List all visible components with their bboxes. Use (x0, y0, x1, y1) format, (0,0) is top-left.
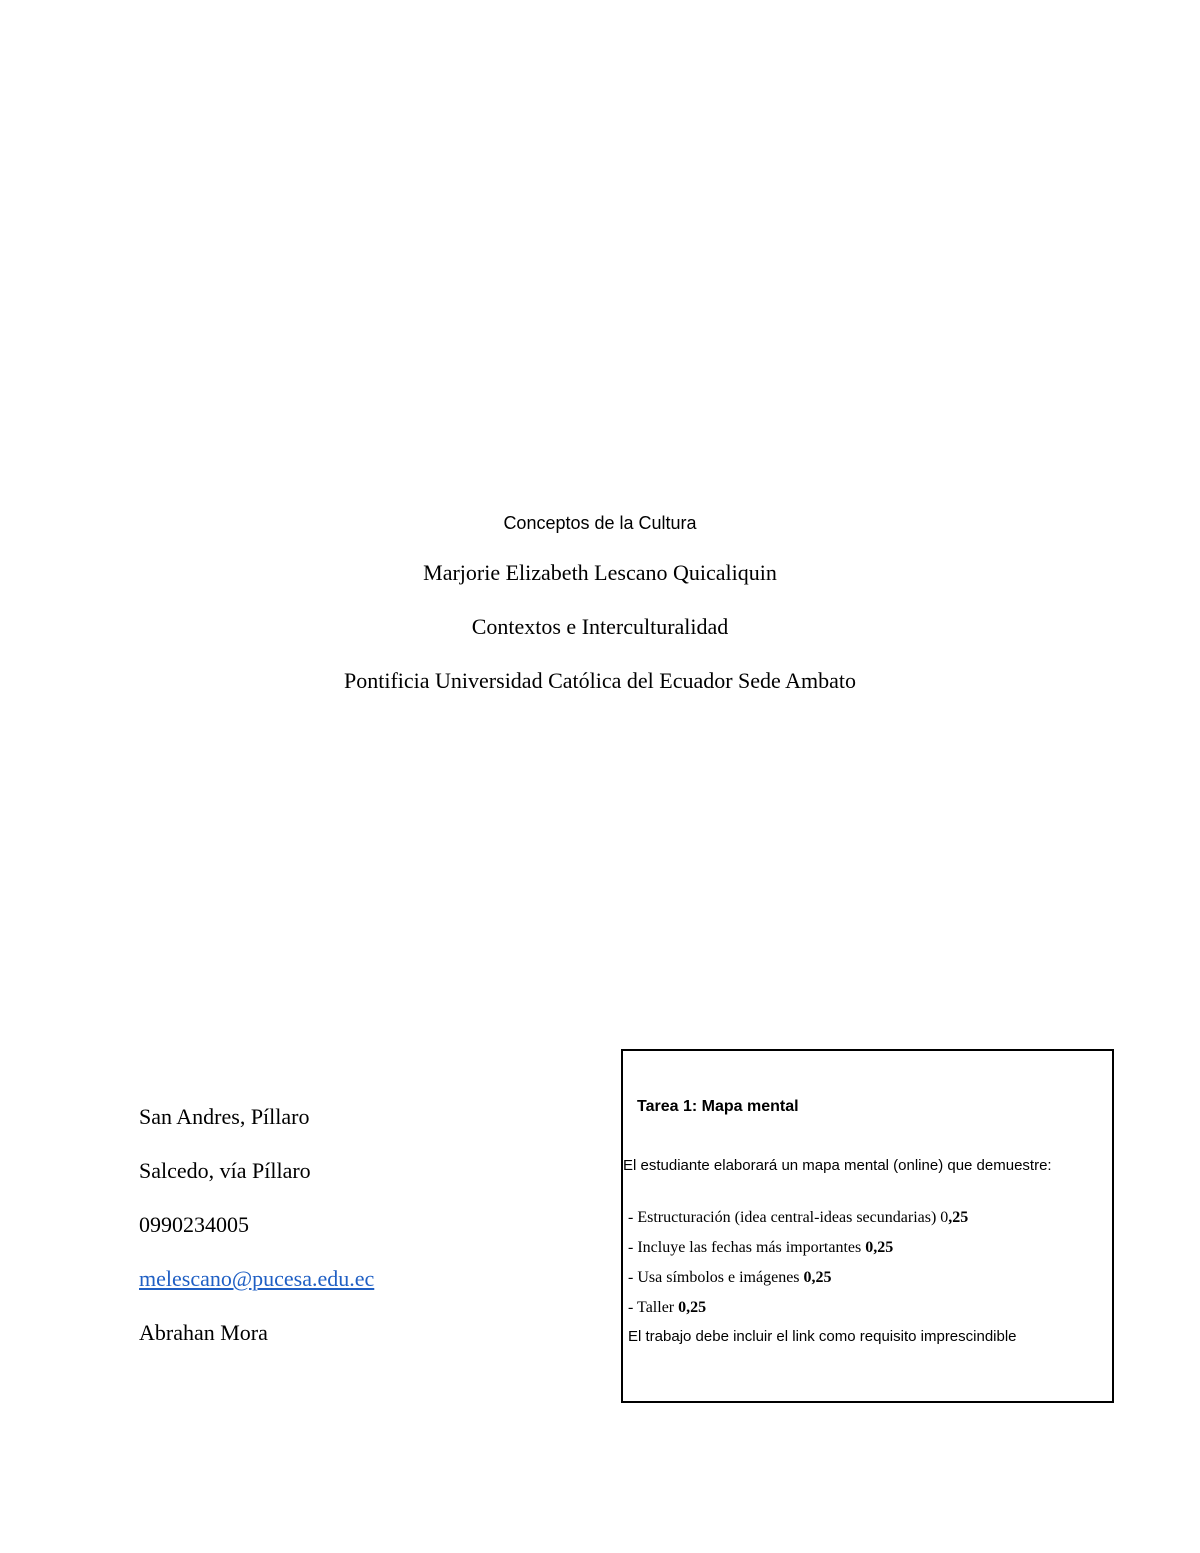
email-link[interactable]: melescano@pucesa.edu.ec (139, 1266, 375, 1291)
location-text: San Andres, Píllaro (139, 1104, 310, 1129)
criterion-points: 0,25 (678, 1299, 707, 1316)
course-name: Contextos e Interculturalidad (471, 614, 729, 639)
task-criterion (628, 1263, 968, 1293)
task-criteria-list (628, 1203, 968, 1323)
criterion-text: - Estructuración (idea central-ideas secundarias) 0 (628, 1209, 949, 1226)
task-box (621, 1049, 1114, 1403)
criterion-text: - Taller (628, 1299, 679, 1316)
task-note: El trabajo debe incluir el link como requisito imprescindible (628, 1328, 1017, 1345)
criterion-text: - Usa símbolos e imágenes (628, 1269, 804, 1286)
institution-name: Pontificia Universidad Católica del Ecuador Sede Ambato (344, 668, 856, 693)
task-criterion (628, 1203, 968, 1233)
document-title: Conceptos de la Cultura (503, 513, 697, 533)
phone-text: 0990234005 (139, 1212, 249, 1237)
contact-block (139, 1090, 374, 1360)
task-criterion (628, 1293, 968, 1323)
author-name: Marjorie Elizabeth Lescano Quicaliquin (423, 560, 777, 585)
criterion-points: 0,25 (803, 1269, 832, 1286)
address-text: Salcedo, vía Píllaro (139, 1158, 311, 1183)
criterion-text: - Incluye las fechas más importantes (628, 1239, 866, 1256)
task-intro: El estudiante elaborará un mapa mental (online) que demuestre: (623, 1157, 1052, 1174)
teacher-name: Abrahan Mora (139, 1320, 268, 1345)
task-criterion (628, 1233, 968, 1263)
task-title: Tarea 1: Mapa mental (637, 1098, 799, 1115)
criterion-points: 0,25 (865, 1239, 894, 1256)
cover-title-block (0, 508, 1200, 708)
criterion-points: ,25 (948, 1209, 969, 1226)
